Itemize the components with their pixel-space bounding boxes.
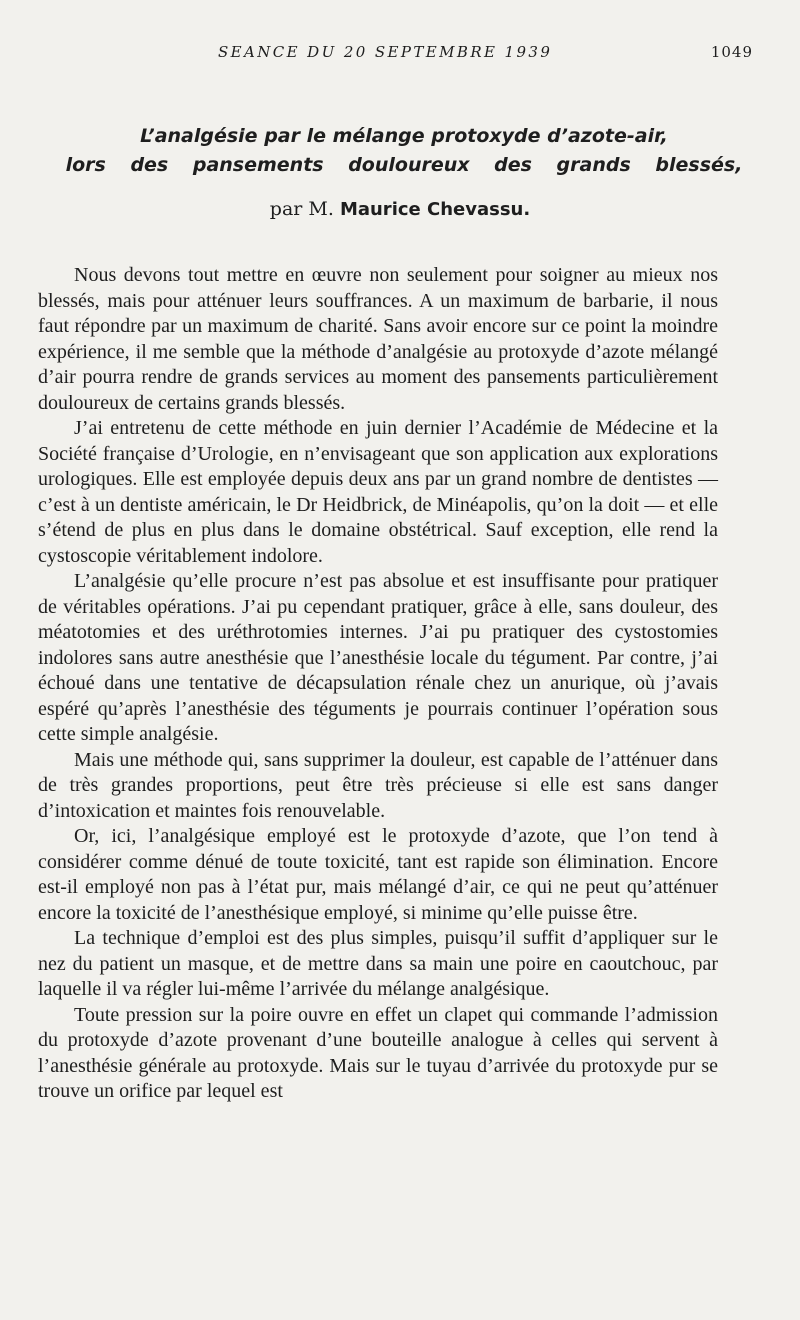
title-line-2: lors des pansements douloureux des grands blessés, bbox=[65, 154, 743, 176]
byline-prefix: par M. bbox=[269, 198, 334, 220]
paragraph-3: L’analgésie qu’elle procure n’est pas absolue et est insuffisante pour pratiquer de véritables opérations. J’ai pu cependant pratiquer, grâce à elle, sans douleur, des méatotomies et des uréthrotomies internes. J’ai pu pratiquer des cystostomies indolores sans autre anesthésie que l’anesthésie locale du tégument. Par contre, j’ai échoué dans une tentative de décapsulation rénale chez un anurique, où j’avais espéré qu’après l’anesthésie des téguments je pourrais continuer l’opération sous cette simple analgésie. bbox=[38, 570, 718, 745]
paragraph-6: La technique d’emploi est des plus simples, puisqu’il suffit d’appliquer sur le nez du patient un masque, et de mettre dans sa main une poire en caoutchouc, par laquelle il va régler lui-même l’arrivée du mélange analgésique. bbox=[38, 927, 718, 1000]
article-title bbox=[0, 122, 800, 180]
running-header bbox=[0, 43, 800, 67]
page-number: 1049 bbox=[710, 43, 753, 61]
byline bbox=[0, 198, 800, 220]
paragraph-7: Toute pression sur la poire ouvre en effet un clapet qui commande l’admission du protoxyde d’azote provenant d’une bouteille analogue à celles qui servent à l’anesthésie générale au protoxyde. Mais sur le tuyau d’arrivée du protoxyde pur se trouve un orifice par lequel est bbox=[38, 1003, 718, 1102]
running-title: SEANCE DU 20 SEPTEMBRE 1939 bbox=[218, 43, 553, 61]
author-name: Maurice Chevassu. bbox=[339, 199, 531, 220]
paragraph-5: Or, ici, l’analgésique employé est le protoxyde d’azote, que l’on tend à considérer comme dénué de toute toxicité, tant est rapide son élimination. Encore est-il employé non pas à l’état pur, mais mélangé d’air, ce qui ne peut qu’atténuer encore la toxicité de l’anesthésique employé, si minime qu’elle puisse être. bbox=[38, 825, 718, 924]
title-line-1: L’analgésie par le mélange protoxyde d’azote-air, bbox=[140, 125, 668, 147]
paragraph-4: Mais une méthode qui, sans supprimer la douleur, est capable de l’atténuer dans de très grandes proportions, peut être très précieuse si elle est sans danger d’intoxication et maintes fois renouvelable. bbox=[38, 748, 718, 822]
paragraph-1: Nous devons tout mettre en œuvre non seulement pour soigner au mieux nos blessés, mais pour atténuer leurs souffrances. A un maximum de barbarie, il nous faut répondre par un maximum de charité. Sans avoir encore sur ce point la moindre expérience, il me semble que la méthode d’analgésie au protoxyde d’azote mélangé d’air pourra rendre de grands services au moment des pansements particulièrement douloureux de certains grands blessés. bbox=[38, 264, 718, 414]
article-body bbox=[38, 263, 718, 1105]
paragraph-2: J’ai entretenu de cette méthode en juin dernier l’Académie de Médecine et la Société française d’Urologie, en n’envisageant que son application aux explorations urologiques. Elle est employée depuis deux ans par un grand nombre de dentistes — c’est à un dentiste américain, le Dr Heidbrick, de Minéapolis, qu’on la doit — et elle s’étend de plus en plus dans le domaine obstétrical. Sauf exception, elle rend la cystoscopie véritablement indolore. bbox=[38, 417, 718, 567]
